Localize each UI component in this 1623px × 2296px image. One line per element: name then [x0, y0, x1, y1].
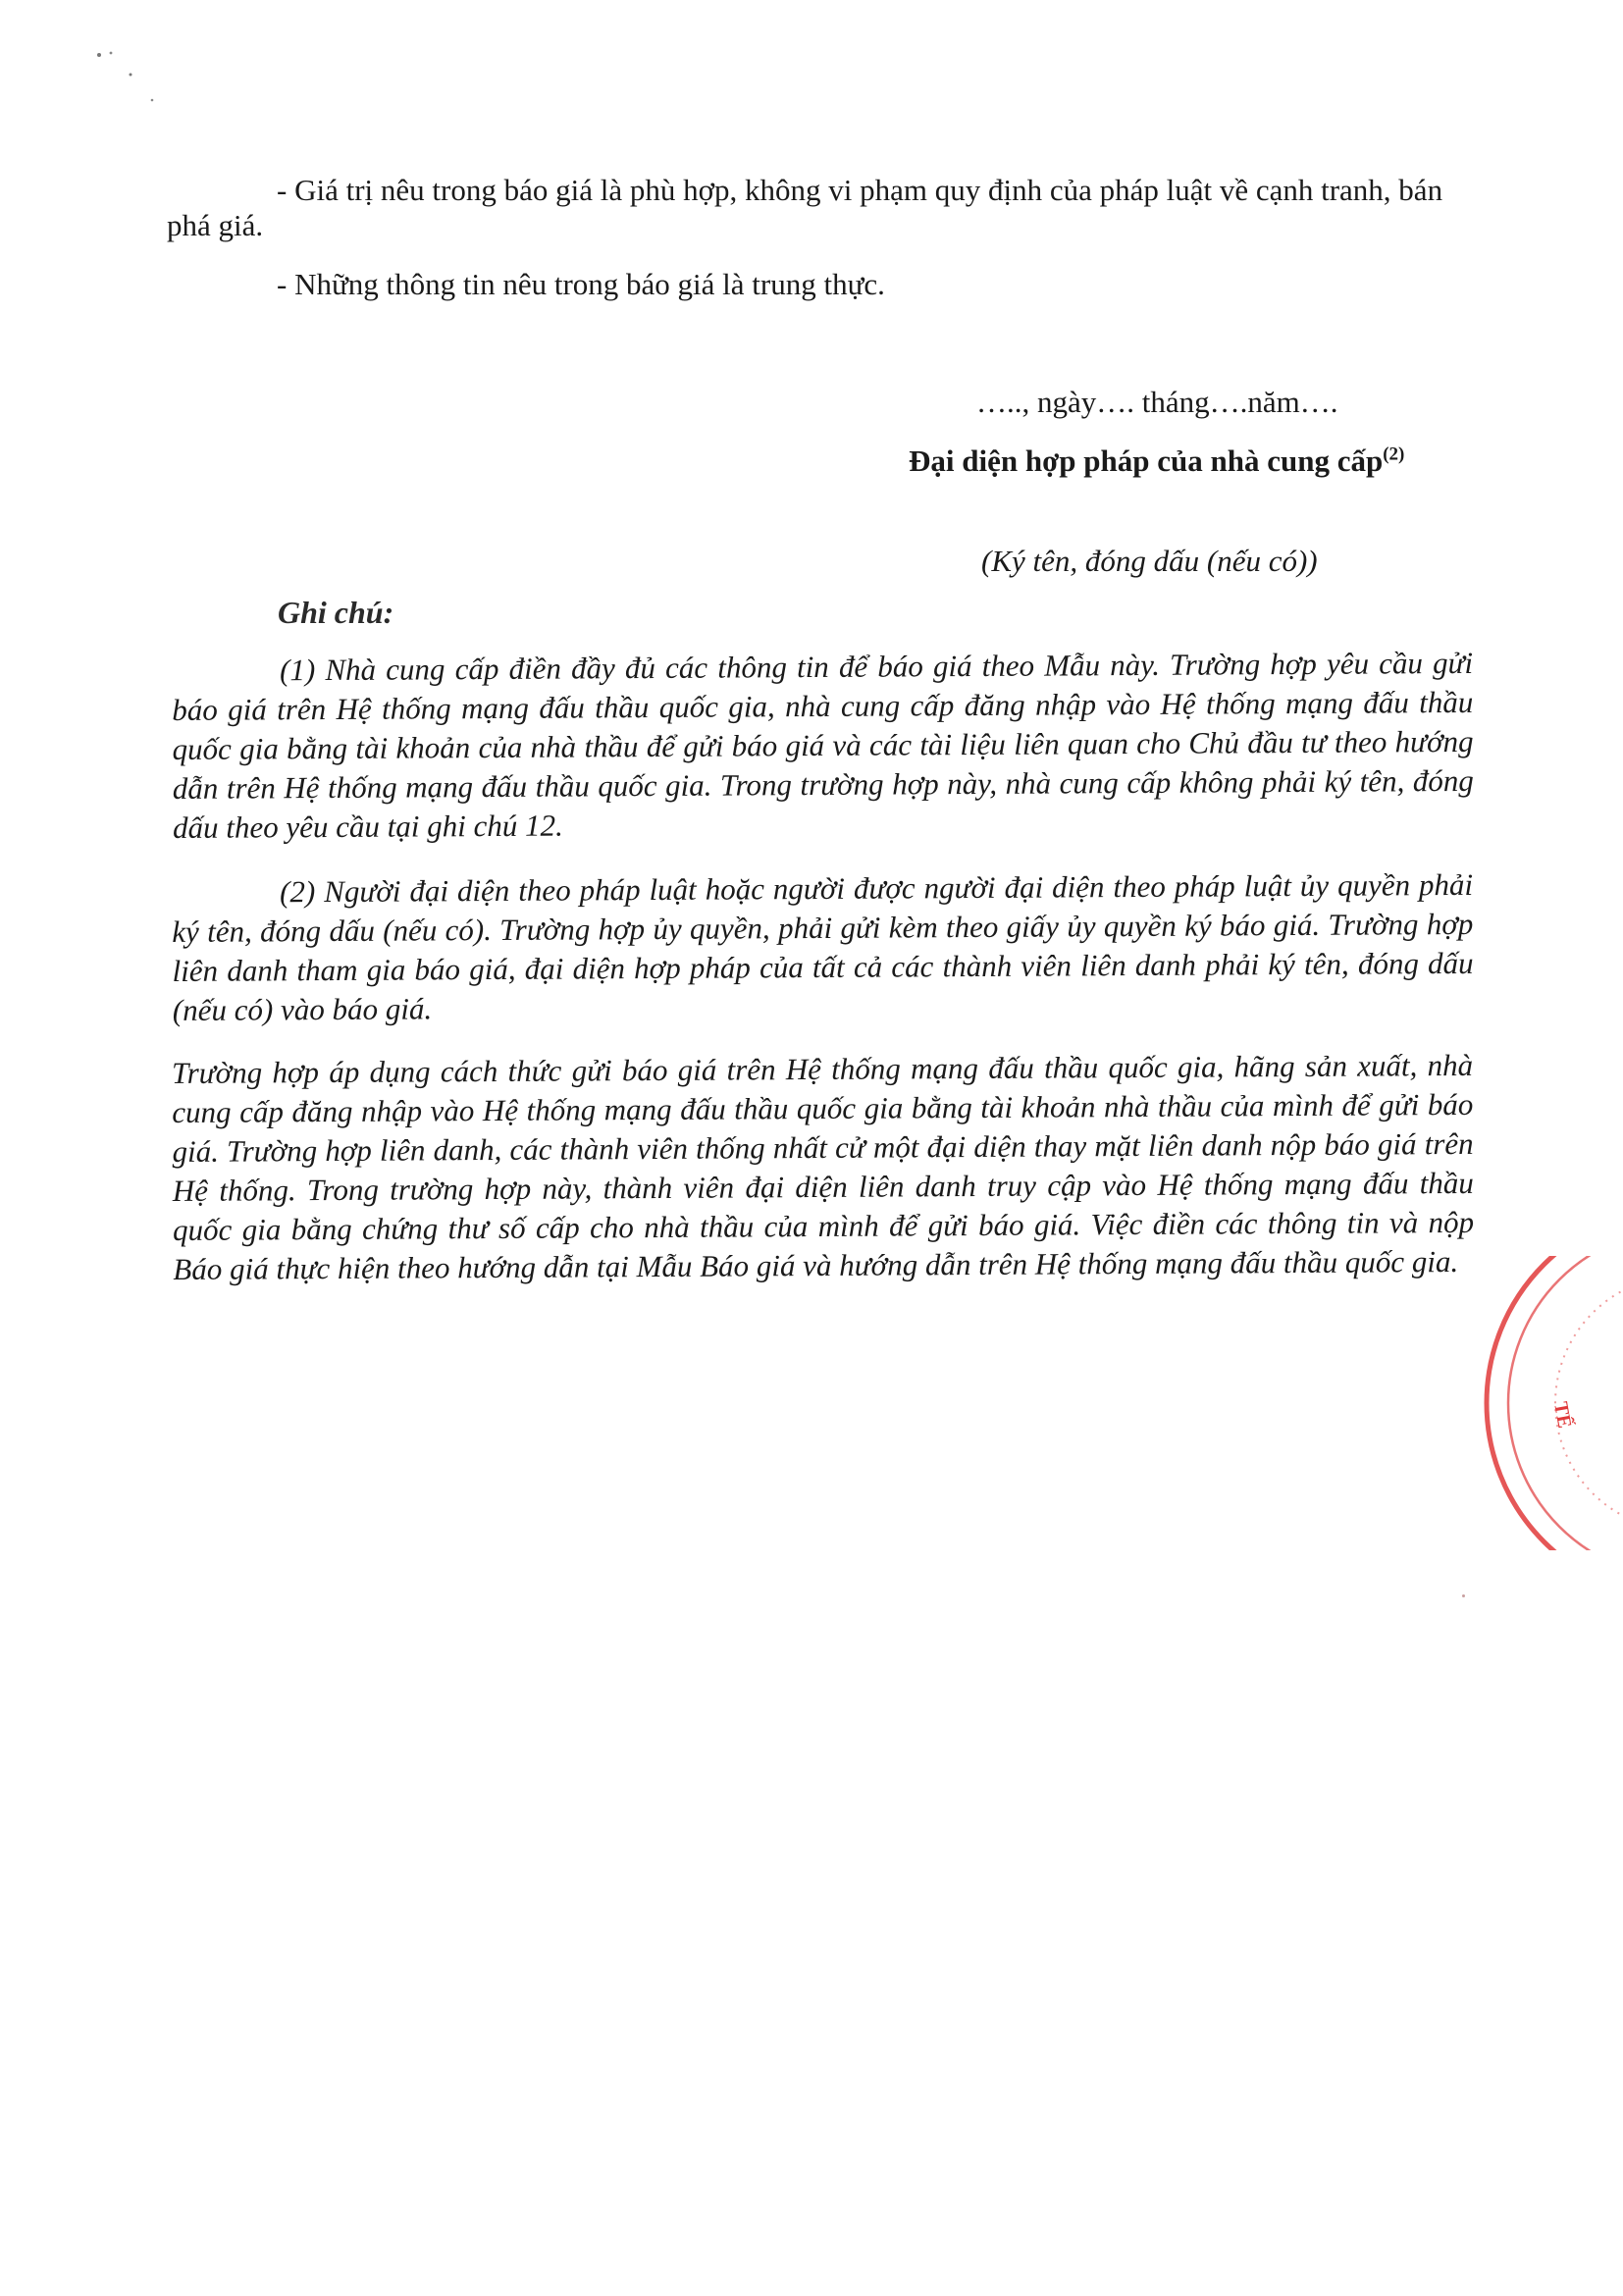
representative-title-text: Đại diện hợp pháp của nhà cung cấp: [909, 444, 1384, 478]
note-1: (1) Nhà cung cấp điền đầy đủ các thông tin để báo giá theo Mẫu này. Trường hợp yêu cầu gửi báo giá trên Hệ thống mạng đấu thầu quốc gia, nhà cung cấp đăng nhập vào Hệ thống mạng đấu thầu quốc gia bằng tài khoản của nhà thầu để gửi báo giá và các tài liệu liên quan cho Chủ đầu tư theo hướng dẫn trên Hệ thống mạng đấu thầu quốc gia. Trong trường hợp này, nhà cung cấp không phải ký tên, đóng dấu theo yêu cầu tại ghi chú 12.: [172, 645, 1474, 845]
note-3: Trường hợp áp dụng cách thức gửi báo giá trên Hệ thống mạng đấu thầu quốc gia, hãng sản xuất, nhà cung cấp đăng nhập vào Hệ thống mạng đấu thầu quốc gia bằng tài khoản nhà thầu của mình để gửi báo giá. Trường hợp liên danh, các thành viên thống nhất cử một đại diện thay mặt liên danh nộp báo giá trên Hệ thống. Trong trường hợp này, thành viên đại diện liên danh truy cập vào Hệ thống mạng đấu thầu quốc gia bằng chứng thư số cấp cho nhà thầu của mình để gửi báo giá. Việc điền các thông tin và nộp Báo giá thực hiện theo hướng dẫn tại Mẫu Báo giá và hướng dẫn trên Hệ thống mạng đấu thầu quốc gia.: [172, 1047, 1475, 1286]
representative-title: [909, 444, 1404, 479]
declaration-truthful-info: - Những thông tin nêu trong báo giá là trung thực.: [277, 267, 885, 301]
scan-speck: [1462, 1594, 1465, 1597]
footnote-ref: (2): [1383, 444, 1405, 465]
seal-partial-text: TẾ: [1549, 1400, 1576, 1431]
scan-specks: [93, 49, 172, 118]
red-seal-stamp: [1472, 1256, 1623, 1550]
date-line: ….., ngày…. tháng….năm….: [976, 385, 1338, 419]
notes-heading: Ghi chú:: [278, 595, 394, 630]
note-2: (2) Người đại diện theo pháp luật hoặc người được người đại diện theo pháp luật ủy quyền phải ký tên, đóng dấu (nếu có). Trường hợp ủy quyền, phải gửi kèm theo giấy ủy quyền ký báo giá. Trường hợp liên danh tham gia báo giá, đại diện hợp pháp của tất cả các thành viên liên danh phải ký tên, đóng dấu (nếu có) vào báo giá.: [172, 866, 1474, 1027]
sign-instruction: (Ký tên, đóng dấu (nếu có)): [981, 544, 1318, 578]
declaration-fair-price: - Giá trị nêu trong báo giá là phù hợp, không vi phạm quy định của pháp luật về cạnh tranh, bán phá giá.: [167, 173, 1443, 242]
